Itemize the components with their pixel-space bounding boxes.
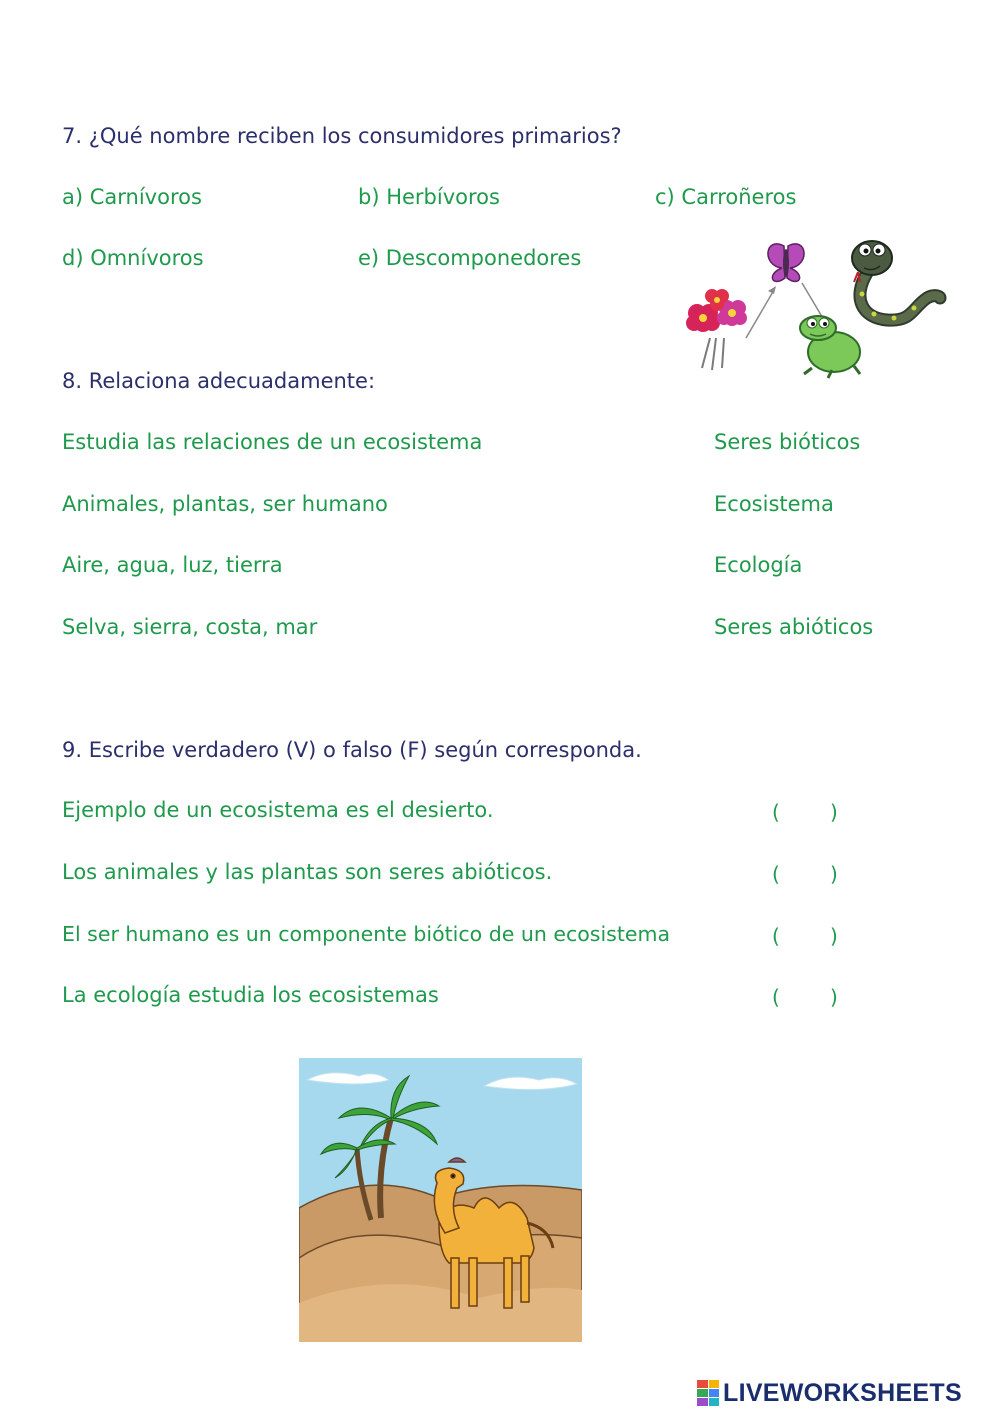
butterfly-icon — [768, 244, 804, 282]
answer-open-4: ( — [772, 985, 780, 1009]
desert-camel-illustration — [299, 1058, 582, 1342]
match-right-3[interactable]: Ecología — [714, 553, 803, 577]
option-b[interactable]: b) Herbívoros — [358, 185, 500, 209]
match-left-2[interactable]: Animales, plantas, ser humano — [62, 492, 388, 516]
question-7: 7. ¿Qué nombre reciben los consumidores primarios? — [62, 124, 622, 148]
answer-open-1: ( — [772, 800, 780, 824]
brand-logo — [697, 1378, 962, 1408]
match-right-2[interactable]: Ecosistema — [714, 492, 834, 516]
answer-open-3: ( — [772, 924, 780, 948]
brand-mark-icon — [697, 1380, 719, 1406]
answer-close-1: ) — [830, 800, 838, 824]
answer-close-4: ) — [830, 985, 838, 1009]
option-a[interactable]: a) Carnívoros — [62, 185, 202, 209]
match-left-4[interactable]: Selva, sierra, costa, mar — [62, 615, 318, 639]
question-9: 9. Escribe verdadero (V) o falso (F) según corresponda. — [62, 738, 642, 762]
statement-1: Ejemplo de un ecosistema es el desierto. — [62, 798, 494, 822]
answer-close-2: ) — [830, 862, 838, 886]
food-chain-illustration — [672, 228, 952, 386]
match-right-4[interactable]: Seres abióticos — [714, 615, 874, 639]
statement-4: La ecología estudia los ecosistemas — [62, 983, 439, 1007]
snake-icon — [852, 241, 940, 321]
statement-3: El ser humano es un componente biótico de un ecosistema — [62, 922, 671, 946]
statement-2: Los animales y las plantas son seres abióticos. — [62, 860, 553, 884]
answer-open-2: ( — [772, 862, 780, 886]
answer-close-3: ) — [830, 924, 838, 948]
flowers-icon — [686, 289, 747, 370]
option-e[interactable]: e) Descomponedores — [358, 246, 582, 270]
brand-text: LIVEWORKSHEETS — [723, 1378, 962, 1407]
match-left-1[interactable]: Estudia las relaciones de un ecosistema — [62, 430, 483, 454]
option-c[interactable]: c) Carroñeros — [655, 185, 797, 209]
option-d[interactable]: d) Omnívoros — [62, 246, 204, 270]
question-8: 8. Relaciona adecuadamente: — [62, 369, 376, 393]
match-right-1[interactable]: Seres bióticos — [714, 430, 861, 454]
match-left-3[interactable]: Aire, agua, luz, tierra — [62, 553, 283, 577]
frog-icon — [800, 316, 860, 378]
